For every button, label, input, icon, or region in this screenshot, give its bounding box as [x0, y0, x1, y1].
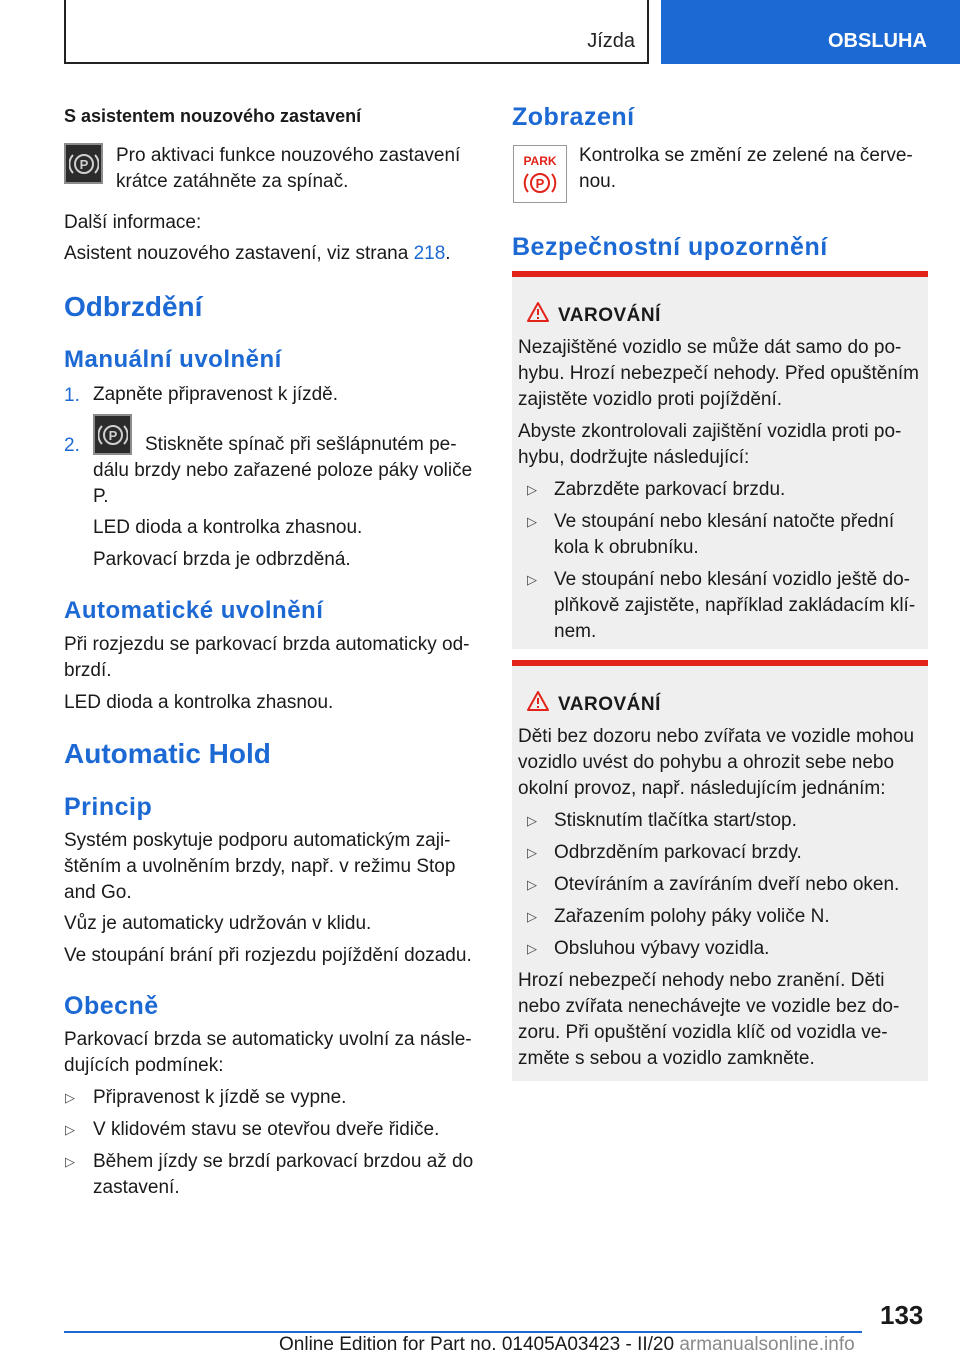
warning-1-title: VAROVÁNÍ: [558, 305, 661, 326]
general-bullet-3a: Během jízdy se brzdí parkovací brzdou až do: [93, 1151, 474, 1172]
automatic-release-led-text: LED dioda a kontrolka zhasnou.: [64, 692, 334, 713]
general-title: Obecně: [64, 992, 159, 1020]
warning-2-bullet-1: Stisknutím tlačítka start/stop.: [554, 810, 797, 831]
assistant-page-link[interactable]: 218: [413, 243, 446, 264]
emergency-stop-text-1: Pro aktivaci funkce nouzového zastavení: [116, 145, 461, 166]
header-section-label: Jízda: [587, 30, 635, 52]
manual-release-title: Manuální uvolnění: [64, 346, 282, 373]
assistant-reference: [64, 241, 451, 267]
warning-2-bullet-2: Odbrzděním parkovací brzdy.: [554, 842, 802, 863]
page-number: 133: [880, 1300, 924, 1330]
footer-edition-text: Online Edition for Part no. 01405A03423 - II/20: [279, 1334, 675, 1355]
warning-1-line-1: Nezajištěné vozidlo se může dát samo do po-: [518, 337, 902, 358]
general-text-1: Parkovací brzda se automaticky uvolní za násle-: [64, 1029, 472, 1050]
warning-1-bullet-3b: plňkově zajistěte, například zakládacím klí-: [554, 595, 916, 616]
header-section-box: [64, 0, 649, 64]
general-bullet-3b: zastavení.: [93, 1177, 180, 1198]
step-2-text-a: Stiskněte spínač při sešlápnutém pe-: [145, 434, 457, 455]
step-2-text-c: P.: [93, 486, 109, 507]
header-chapter-label: OBSLUHA: [828, 30, 927, 52]
warning-1-bullet-3c: nem.: [554, 621, 597, 642]
warning-icon: [526, 301, 550, 323]
display-text-1: Kontrolka se změní ze zelené na červe-: [579, 145, 913, 166]
safety-title: Bezpečnostní upozornění: [512, 233, 828, 261]
warning-1-line-4: Abyste zkontrolovali zajištění vozidla proti po-: [518, 421, 902, 442]
bullet-marker: ▷: [65, 1154, 75, 1169]
parking-brake-switch-icon: [93, 414, 132, 455]
bullet-marker: ▷: [527, 482, 537, 497]
automatic-release-text-1: Při rozjezdu se parkovací brzda automaticky od-: [64, 634, 470, 655]
warning-1-line-3: zajistěte vozidlo proti pojíždění.: [518, 389, 783, 410]
warning-2-line-1: Děti bez dozoru nebo zvířata ve vozidle mohou: [518, 726, 915, 747]
bullet-marker: ▷: [527, 845, 537, 860]
warning-2-line-3: okolní provoz, např. následujícím jednáním:: [518, 778, 886, 799]
principle-text-4: Vůz je automaticky udržován v klidu.: [64, 913, 372, 934]
principle-text-2: štěním a uvolněním brzdy, např. v režimu Stop: [64, 856, 456, 877]
general-text-2: dujících podmínek:: [64, 1055, 224, 1076]
parking-brake-switch-icon: [64, 143, 103, 184]
automatic-release-title: Automatické uvolnění: [64, 597, 324, 624]
principle-text-3: and Go.: [64, 882, 132, 903]
warning-2-title: VAROVÁNÍ: [558, 694, 661, 715]
warning-1-line-2: hybu. Hrozí nebezpečí nehody. Před opuštěním: [518, 363, 920, 384]
warning-2-line-2: vozidlo uvést do pohybu a ohrozit sebe nebo: [518, 752, 895, 773]
warning-2-line-4: Hrozí nebezpečí nehody nebo zranění. Děti: [518, 970, 885, 991]
assistant-reference-dot: .: [445, 243, 451, 264]
bullet-marker: ▷: [65, 1090, 75, 1105]
step-2-number: 2.: [64, 435, 80, 456]
step-2-released-text: Parkovací brzda je odbrzděná.: [93, 549, 351, 570]
general-bullet-2: V klidovém stavu se otevřou dveře řidiče.: [93, 1119, 440, 1140]
step-2-led-text: LED dioda a kontrolka zhasnou.: [93, 517, 363, 538]
automatic-hold-title: Automatic Hold: [64, 738, 271, 769]
bullet-marker: ▷: [527, 514, 537, 529]
warning-2-bullet-4: Zařazením polohy páky voliče N.: [554, 906, 830, 927]
display-title: Zobrazení: [512, 103, 635, 131]
bullet-marker: ▷: [527, 941, 537, 956]
bullet-marker: ▷: [527, 813, 537, 828]
header-chapter-tab[interactable]: [661, 0, 960, 64]
warning-1-bullet-2b: kola k obrubníku.: [554, 537, 699, 558]
warning-2-line-6: zoru. Při opuštění vozidla klíč od vozidla ve-: [518, 1022, 888, 1043]
park-indicator-icon: [513, 145, 567, 203]
footer-watermark: armanualsonline.info: [679, 1334, 855, 1355]
park-indicator-label: PARK: [523, 154, 557, 168]
emergency-stop-text-2: krátce zatáhněte za spínač.: [116, 171, 349, 192]
svg-text:P: P: [535, 176, 545, 191]
step-1-number: 1.: [64, 385, 80, 406]
bullet-marker: ▷: [527, 877, 537, 892]
display-text-2: nou.: [579, 171, 616, 192]
warning-box-1: [512, 271, 928, 649]
footer-edition: [279, 1334, 855, 1356]
warning-1-bullet-2a: Ve stoupání nebo klesání natočte přední: [554, 511, 895, 532]
footer-divider: [64, 1331, 862, 1333]
svg-text:P: P: [79, 156, 88, 172]
emergency-stop-heading: S asistentem nouzového zastavení: [64, 106, 362, 126]
step-1-text: Zapněte připravenost k jízdě.: [93, 384, 339, 405]
warning-1-bullet-3a: Ve stoupání nebo klesání vozidlo ještě do-: [554, 569, 910, 590]
automatic-release-text-2: brzdí.: [64, 660, 112, 681]
principle-text-5: Ve stoupání brání při rozjezdu pojíždění dozadu.: [64, 945, 472, 966]
principle-text-1: Systém poskytuje podporu automatickým zaji-: [64, 830, 451, 851]
warning-1-bullet-1: Zabrzděte parkovací brzdu.: [554, 479, 786, 500]
warning-icon: [526, 690, 550, 712]
assistant-reference-text: Asistent nouzového zastavení, viz strana: [64, 243, 409, 264]
warning-2-bullet-3: Otevíráním a zavíráním dveří nebo oken.: [554, 874, 900, 895]
bullet-marker: ▷: [527, 572, 537, 587]
warning-2-bullet-5: Obsluhou výbavy vozidla.: [554, 938, 770, 959]
bullet-marker: ▷: [527, 909, 537, 924]
warning-box-2: [512, 660, 928, 1081]
bullet-marker: ▷: [65, 1122, 75, 1137]
warning-2-line-5: nebo zvířata nenechávejte ve vozidle bez do-: [518, 996, 900, 1017]
step-2-text-b: dálu brzdy nebo zařazené poloze páky voliče: [93, 460, 473, 481]
warning-1-line-5: hybu, dodržujte následující:: [518, 447, 750, 468]
svg-text:P: P: [108, 427, 117, 443]
release-section-title: Odbrzdění: [64, 291, 203, 322]
warning-2-line-7: změte s sebou a vozidlo zamkněte.: [518, 1048, 815, 1069]
more-info-label: Další informace:: [64, 212, 202, 233]
principle-title: Princip: [64, 793, 153, 821]
general-bullet-1: Připravenost k jízdě se vypne.: [93, 1087, 347, 1108]
